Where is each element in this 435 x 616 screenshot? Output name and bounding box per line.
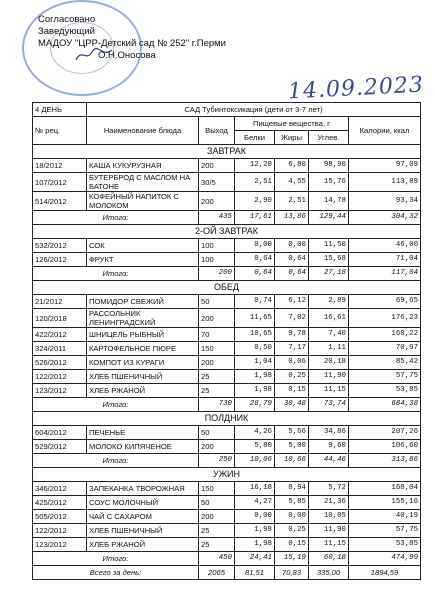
dish-calories: 70,97 <box>349 342 421 356</box>
dish-protein: 10,65 <box>235 328 275 342</box>
menu-body <box>33 145 421 580</box>
section-total-row <box>33 211 421 225</box>
dish-calories: 155,16 <box>349 496 421 510</box>
dish-calories: 53,85 <box>349 384 421 398</box>
total-output: 200 <box>199 267 235 281</box>
dish-protein: 4,26 <box>235 426 275 440</box>
recipe-code: 346/2012 <box>33 482 87 496</box>
dish-calories: 207,26 <box>349 426 421 440</box>
total-protein: 0,64 <box>235 267 275 281</box>
dish-output: 150 <box>199 342 235 356</box>
dish-carbs: 11,90 <box>309 370 349 384</box>
dish-calories: 71,04 <box>349 253 421 267</box>
dish-output: 70 <box>199 328 235 342</box>
dish-carbs: 2,89 <box>309 295 349 309</box>
grand-total-carbs: 335,00 <box>309 566 349 580</box>
dish-carbs: 15,68 <box>309 253 349 267</box>
recipe-code: 122/2012 <box>33 370 87 384</box>
recipe-code: 120/2018 <box>33 309 87 328</box>
recipe-code: 126/2012 <box>33 253 87 267</box>
recipe-code: 21/2012 <box>33 295 87 309</box>
dish-output: 25 <box>199 538 235 552</box>
dish-protein: 4,27 <box>235 496 275 510</box>
dish-carbs: 98,90 <box>309 159 349 173</box>
dish-name: ХЛЕБ РЖАНОЙ <box>87 384 199 398</box>
dish-protein: 1,04 <box>235 356 275 370</box>
dish-name: ФРУКТ <box>87 253 199 267</box>
section-row <box>33 225 421 239</box>
section-title: ОБЕД <box>33 281 421 295</box>
total-carbs: 27,18 <box>309 267 349 281</box>
dish-calories: 113,89 <box>349 173 421 192</box>
total-calories: 313,86 <box>349 454 421 468</box>
dish-row <box>33 510 421 524</box>
dish-name: КОФЕЙНЫЙ НАПИТОК С МОЛОКОМ <box>87 192 199 211</box>
dish-name: ЗАПЕКАНКА ТВОРОЖНАЯ <box>87 482 199 496</box>
dish-fat: 7,17 <box>275 342 309 356</box>
dish-protein: 12,20 <box>235 159 275 173</box>
total-carbs: 60,18 <box>309 552 349 566</box>
dish-protein: 0,50 <box>235 342 275 356</box>
dish-output: 30/5 <box>199 173 235 192</box>
total-fat: 13,86 <box>275 211 309 225</box>
total-calories: 117,04 <box>349 267 421 281</box>
recipe-code: 505/2012 <box>33 510 87 524</box>
total-label: Итого: <box>33 211 199 225</box>
dish-output: 150 <box>199 482 235 496</box>
dish-row <box>33 239 421 253</box>
dish-calories: 160,22 <box>349 328 421 342</box>
total-fat: 15,19 <box>275 552 309 566</box>
section-total-row <box>33 552 421 566</box>
dish-output: 200 <box>199 356 235 370</box>
dish-fat: 0,64 <box>275 253 309 267</box>
dish-carbs: 34,86 <box>309 426 349 440</box>
dish-protein: 11,65 <box>235 309 275 328</box>
dish-name-header: Наименование блюда <box>87 117 199 145</box>
total-output: 250 <box>199 454 235 468</box>
recipe-code: 122/2012 <box>33 524 87 538</box>
dish-fat: 0,06 <box>275 356 309 370</box>
fat-header: Жиры <box>275 131 309 145</box>
menu-table <box>32 102 421 580</box>
nutrients-header: Пищевые вещества, г <box>235 117 349 131</box>
total-label: Итого: <box>33 267 199 281</box>
dish-protein: 0,74 <box>235 295 275 309</box>
grand-total-output: 2065 <box>199 566 235 580</box>
dish-protein: 0,64 <box>235 253 275 267</box>
menu-title: САД Тубинтоксикация (дети от 3-7 лет) <box>87 103 421 117</box>
section-total-row <box>33 267 421 281</box>
dish-fat: 5,66 <box>275 426 309 440</box>
total-calories: 684,38 <box>349 398 421 412</box>
dish-protein: 1,98 <box>235 524 275 538</box>
dish-calories: 176,23 <box>349 309 421 328</box>
total-fat: 0,64 <box>275 267 309 281</box>
dish-row <box>33 253 421 267</box>
recipe-code: 529/2012 <box>33 440 87 454</box>
total-protein: 28,79 <box>235 398 275 412</box>
dish-name: КАРТОФЕЛЬНОЕ ПЮРЕ <box>87 342 199 356</box>
dish-fat: 4,55 <box>275 173 309 192</box>
dish-carbs: 20,18 <box>309 356 349 370</box>
dish-row <box>33 173 421 192</box>
dish-output: 200 <box>199 440 235 454</box>
dish-calories: 93,34 <box>349 192 421 211</box>
dish-fat: 0,25 <box>275 524 309 538</box>
dish-carbs: 11,50 <box>309 239 349 253</box>
dish-fat: 0,00 <box>275 239 309 253</box>
dish-name: СОК <box>87 239 199 253</box>
dish-name: ШНИЦЕЛЬ РЫБНЫЙ <box>87 328 199 342</box>
dish-calories: 168,04 <box>349 482 421 496</box>
dish-protein: 16,18 <box>235 482 275 496</box>
total-fat: 30,48 <box>275 398 309 412</box>
dish-output: 200 <box>199 510 235 524</box>
section-row <box>33 412 421 426</box>
total-protein: 10,06 <box>235 454 275 468</box>
dish-protein: 0,00 <box>235 510 275 524</box>
carbs-header: Углев. <box>309 131 349 145</box>
total-calories: 474,99 <box>349 552 421 566</box>
approval-block <box>38 14 226 62</box>
grand-total-protein: 81,51 <box>235 566 275 580</box>
dish-fat: 9,78 <box>275 328 309 342</box>
dish-name: ПОМИДОР СВЕЖИЙ <box>87 295 199 309</box>
dish-fat: 6,80 <box>275 159 309 173</box>
dish-row <box>33 440 421 454</box>
dish-name: ХЛЕБ РЖАНОЙ <box>87 538 199 552</box>
dish-output: 200 <box>199 159 235 173</box>
total-calories: 304,32 <box>349 211 421 225</box>
grand-total-fat: 70,83 <box>275 566 309 580</box>
dish-row <box>33 295 421 309</box>
total-fat: 10,66 <box>275 454 309 468</box>
recipe-code: 532/2012 <box>33 239 87 253</box>
dish-row <box>33 426 421 440</box>
dish-row <box>33 370 421 384</box>
dish-row <box>33 482 421 496</box>
dish-name: КАША КУКУРУЗНАЯ <box>87 159 199 173</box>
dish-fat: 5,00 <box>275 440 309 454</box>
dish-row <box>33 192 421 211</box>
dish-protein: 0,00 <box>235 239 275 253</box>
dish-calories: 85,42 <box>349 356 421 370</box>
recipe-code: 107/2012 <box>33 173 87 192</box>
calories-header: Калории, ккал <box>349 117 421 145</box>
dish-output: 200 <box>199 192 235 211</box>
recipe-code: 604/2012 <box>33 426 87 440</box>
dish-output: 25 <box>199 384 235 398</box>
section-title: ПОЛДНИК <box>33 412 421 426</box>
dish-calories: 57,75 <box>349 524 421 538</box>
dish-row <box>33 538 421 552</box>
dish-calories: 97,09 <box>349 159 421 173</box>
dish-calories: 40,19 <box>349 510 421 524</box>
dish-fat: 5,85 <box>275 496 309 510</box>
dish-protein: 1,98 <box>235 538 275 552</box>
section-title: УЖИН <box>33 468 421 482</box>
total-carbs: 73,74 <box>309 398 349 412</box>
dish-carbs: 15,76 <box>309 173 349 192</box>
grand-total-calories: 1894,59 <box>349 566 421 580</box>
total-output: 435 <box>199 211 235 225</box>
recipe-code: 123/2012 <box>33 538 87 552</box>
dish-fat: 7,02 <box>275 309 309 328</box>
dish-carbs: 5,72 <box>309 482 349 496</box>
protein-header: Белки <box>235 131 275 145</box>
dish-name: КОМПОТ ИЗ КУРАГИ <box>87 356 199 370</box>
dish-fat: 0,25 <box>275 370 309 384</box>
section-total-row <box>33 454 421 468</box>
dish-protein: 1,98 <box>235 384 275 398</box>
dish-row <box>33 328 421 342</box>
dish-fat: 0,15 <box>275 538 309 552</box>
section-total-row <box>33 398 421 412</box>
recipe-code: 425/2012 <box>33 496 87 510</box>
dish-name: РАССОЛЬНИК ЛЕНИНГРАДСКИЙ <box>87 309 199 328</box>
total-output: 730 <box>199 398 235 412</box>
approval-position: Заведующий <box>38 26 95 37</box>
dish-name: ХЛЕБ ПШЕНИЧНЫЙ <box>87 524 199 538</box>
total-carbs: 44,46 <box>309 454 349 468</box>
dish-name: ПЕЧЕНЬЕ <box>87 426 199 440</box>
dish-carbs: 11,15 <box>309 384 349 398</box>
section-row <box>33 468 421 482</box>
dish-row <box>33 496 421 510</box>
dish-fat: 0,00 <box>275 510 309 524</box>
dish-carbs: 7,40 <box>309 328 349 342</box>
dish-output: 200 <box>199 309 235 328</box>
dish-calories: 106,60 <box>349 440 421 454</box>
approval-name: О.Н.Оносова <box>98 50 156 61</box>
approval-organization: МАДОУ "ЦРР-Детский сад № 252" г.Перми <box>38 38 226 49</box>
approval-agreed: Согласовано <box>38 14 96 25</box>
dish-output: 100 <box>199 239 235 253</box>
dish-calories: 57,75 <box>349 370 421 384</box>
output-header: Выход <box>199 117 235 145</box>
grand-total-row <box>33 566 421 580</box>
dish-carbs: 14,78 <box>309 192 349 211</box>
dish-name: БУТЕРБРОД С МАСЛОМ НА БАТОНЕ <box>87 173 199 192</box>
dish-output: 50 <box>199 295 235 309</box>
dish-carbs: 11,15 <box>309 538 349 552</box>
total-label: Итого: <box>33 398 199 412</box>
dish-calories: 53,85 <box>349 538 421 552</box>
dish-output: 50 <box>199 496 235 510</box>
recipe-code: 422/2012 <box>33 328 87 342</box>
dish-fat: 0,15 <box>275 384 309 398</box>
recipe-code: 526/2012 <box>33 356 87 370</box>
recipe-number-header: № рец. <box>33 117 87 145</box>
dish-output: 25 <box>199 370 235 384</box>
total-label: Итого: <box>33 454 199 468</box>
dish-row <box>33 356 421 370</box>
dish-output: 25 <box>199 524 235 538</box>
total-protein: 24,41 <box>235 552 275 566</box>
section-row <box>33 281 421 295</box>
dish-carbs: 9,60 <box>309 440 349 454</box>
dish-fat: 8,94 <box>275 482 309 496</box>
dish-carbs: 16,61 <box>309 309 349 328</box>
dish-row <box>33 159 421 173</box>
dish-carbs: 21,36 <box>309 496 349 510</box>
section-title: ЗАВТРАК <box>33 145 421 159</box>
dish-fat: 6,12 <box>275 295 309 309</box>
dish-calories: 46,00 <box>349 239 421 253</box>
total-protein: 17,61 <box>235 211 275 225</box>
recipe-code: 324/2011 <box>33 342 87 356</box>
dish-protein: 2,51 <box>235 173 275 192</box>
dish-protein: 5,80 <box>235 440 275 454</box>
dish-row <box>33 342 421 356</box>
dish-protein: 1,98 <box>235 370 275 384</box>
handwritten-date: 14.09.2023 <box>287 72 425 105</box>
dish-row <box>33 309 421 328</box>
dish-row <box>33 384 421 398</box>
dish-protein: 2,90 <box>235 192 275 211</box>
total-label: Итого: <box>33 552 199 566</box>
dish-name: СОУС МОЛОЧНЫЙ <box>87 496 199 510</box>
dish-row <box>33 524 421 538</box>
grand-total-label: Всего за день: <box>33 566 199 580</box>
dish-name: ЧАЙ С САХАРОМ <box>87 510 199 524</box>
recipe-code: 123/2012 <box>33 384 87 398</box>
dish-carbs: 1,11 <box>309 342 349 356</box>
total-output: 450 <box>199 552 235 566</box>
dish-carbs: 10,05 <box>309 510 349 524</box>
total-carbs: 129,44 <box>309 211 349 225</box>
recipe-code: 514/2012 <box>33 192 87 211</box>
dish-output: 50 <box>199 426 235 440</box>
dish-name: ХЛЕБ ПШЕНИЧНЫЙ <box>87 370 199 384</box>
dish-carbs: 11,90 <box>309 524 349 538</box>
day-label: 4 ДЕНЬ <box>33 103 87 117</box>
section-title: 2-ОЙ ЗАВТРАК <box>33 225 421 239</box>
dish-fat: 2,51 <box>275 192 309 211</box>
dish-name: МОЛОКО КИПЯЧЕНОЕ <box>87 440 199 454</box>
section-row <box>33 145 421 159</box>
recipe-code: 18/2012 <box>33 159 87 173</box>
dish-output: 100 <box>199 253 235 267</box>
dish-calories: 69,65 <box>349 295 421 309</box>
